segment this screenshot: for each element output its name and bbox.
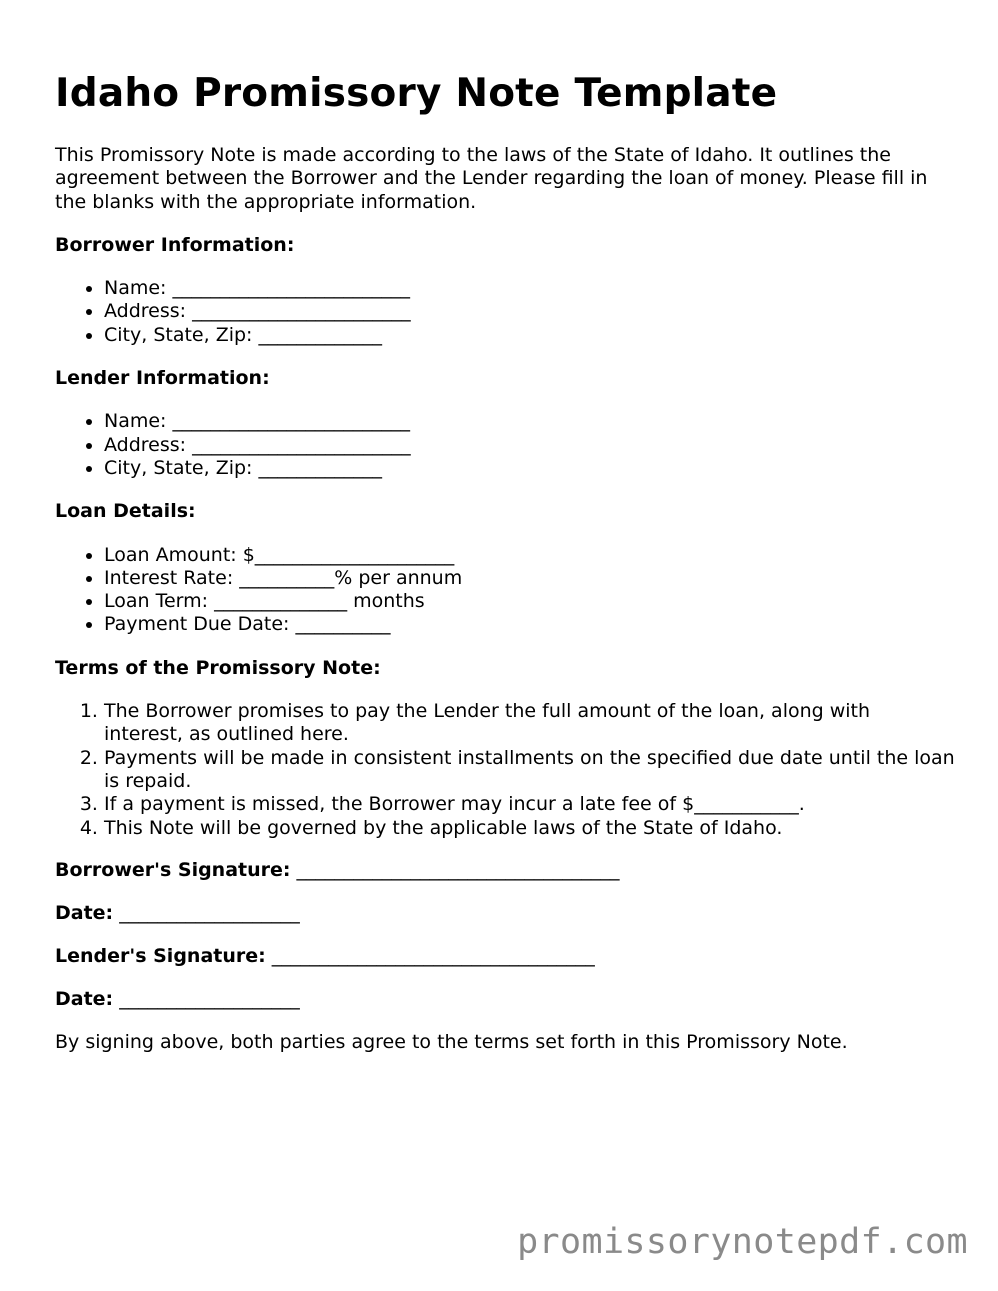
loan-details-list	[55, 544, 955, 637]
closing-statement: By signing above, both parties agree to the terms set forth in this Promissory Note.	[55, 1031, 848, 1054]
borrower-heading: Borrower Information:	[55, 233, 295, 256]
borrower-city-state-zip-field[interactable]: • City, State, Zip: _____________	[104, 324, 955, 347]
lender-heading: Lender Information:	[55, 367, 270, 390]
lender-date-line[interactable]: ___________________	[119, 987, 300, 1010]
term-item: 1. The Borrower promises to pay the Lender the full amount of the loan, along with interest, as outlined here.	[104, 700, 955, 747]
watermark: promissorynotepdf.com	[517, 1222, 968, 1262]
borrower-signature-line[interactable]: __________________________________	[296, 859, 620, 882]
payment-due-date-field[interactable]: • Payment Due Date: __________	[104, 613, 955, 636]
borrower-signature-label: Borrower's Signature:	[55, 859, 291, 882]
loan-amount-field[interactable]: • Loan Amount: $_____________________	[104, 544, 955, 567]
term-item: 2. Payments will be made in consistent installments on the specified due date until the loan is repaid.	[104, 747, 955, 794]
borrower-date-row	[55, 902, 955, 925]
borrower-signature-row	[55, 859, 955, 882]
borrower-date-label: Date:	[55, 902, 114, 925]
lender-name-field[interactable]: • Name: _________________________	[104, 410, 955, 433]
page-title: Idaho Promissory Note Template	[55, 71, 778, 116]
lender-date-row	[55, 988, 955, 1011]
interest-rate-field[interactable]: • Interest Rate: __________% per annum	[104, 567, 955, 590]
lender-signature-line[interactable]: __________________________________	[271, 944, 595, 967]
lender-city-state-zip-field[interactable]: • City, State, Zip: _____________	[104, 457, 955, 480]
loan-details-heading: Loan Details:	[55, 500, 196, 523]
intro-paragraph: This Promissory Note is made according to the laws of the State of Idaho. It outlines the agreement between the Borrower and the Lender regarding the loan of money. Please fill in the blanks with the appropriate information.	[55, 144, 928, 213]
term-item: 4. This Note will be governed by the applicable laws of the State of Idaho.	[104, 817, 955, 840]
lender-address-field[interactable]: • Address: _______________________	[104, 434, 955, 457]
terms-list	[55, 700, 955, 840]
terms-heading: Terms of the Promissory Note:	[55, 656, 381, 679]
lender-signature-label: Lender's Signature:	[55, 944, 266, 967]
borrower-address-field[interactable]: • Address: _______________________	[104, 300, 955, 323]
loan-term-field[interactable]: • Loan Term: ______________ months	[104, 590, 955, 613]
lender-date-label: Date:	[55, 987, 114, 1010]
borrower-date-line[interactable]: ___________________	[119, 902, 300, 925]
borrower-name-field[interactable]: • Name: _________________________	[104, 277, 955, 300]
borrower-list	[55, 277, 955, 347]
term-item-late-fee[interactable]: 3. If a payment is missed, the Borrower may incur a late fee of $___________.	[104, 793, 955, 816]
lender-signature-row	[55, 945, 955, 968]
document-page	[55, 68, 955, 1054]
lender-list	[55, 410, 955, 480]
